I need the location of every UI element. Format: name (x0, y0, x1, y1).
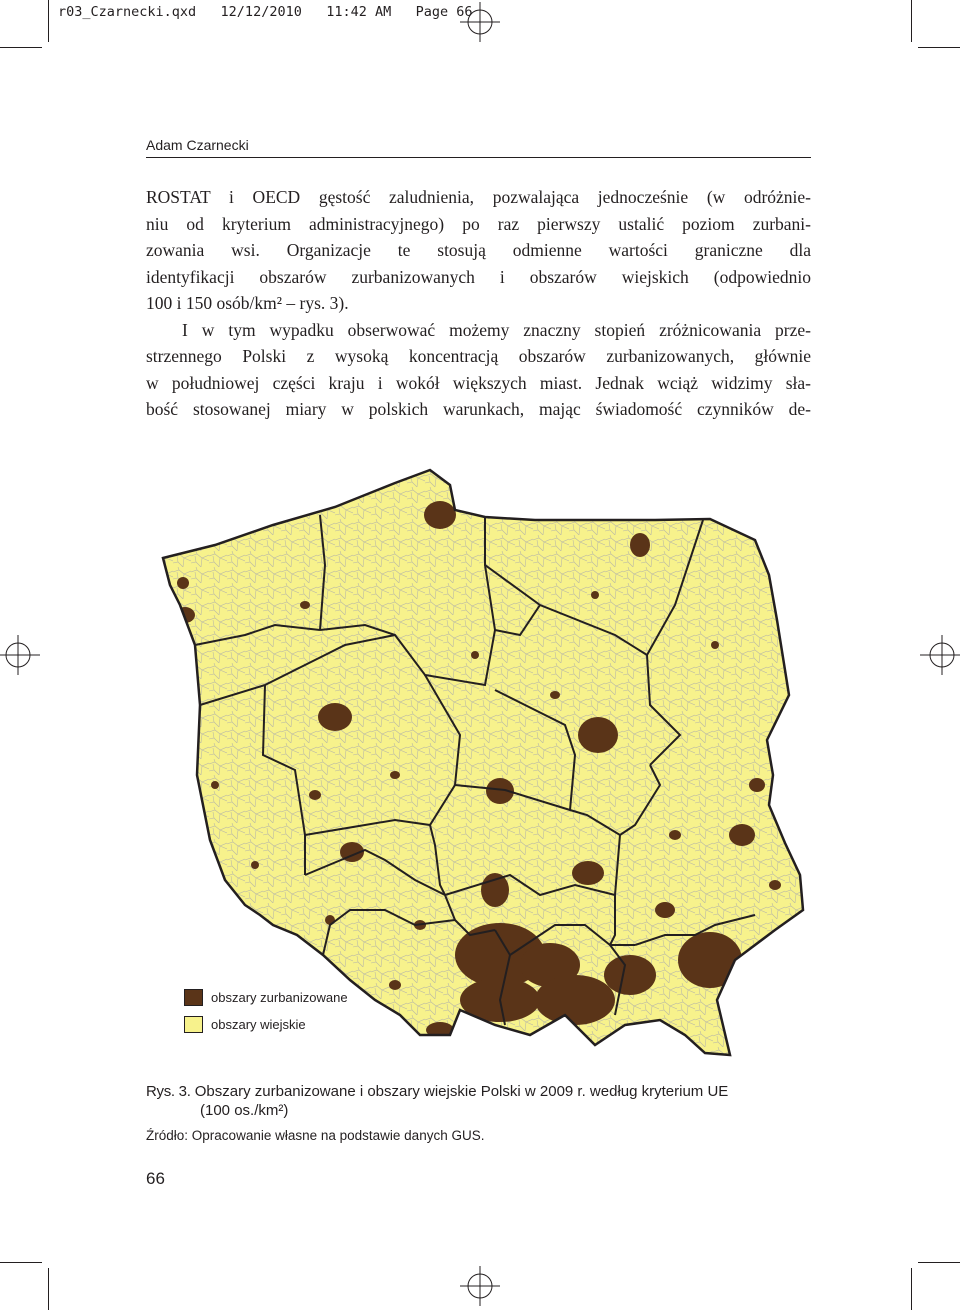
page-number: 66 (146, 1169, 165, 1188)
poland-urban-rural-map (155, 455, 815, 1075)
figure-caption (146, 1082, 766, 1120)
legend-swatch-rural (184, 1016, 203, 1033)
crop-mark (48, 0, 49, 42)
registration-mark-right (920, 635, 960, 675)
legend-label-rural: obszary wiejskie (211, 1017, 306, 1032)
caption-line-1: Obszary zurbanizowane i obszary wiejskie Polski w 2009 r. według kryterium UE (194, 1083, 729, 1100)
slug-line: r03_Czarnecki.qxd 12/12/2010 11:42 AM Page 66 (58, 4, 473, 20)
crop-mark (918, 47, 960, 48)
text-line: identyfikacji obszarów zurbanizowanych i obszarów wiejskich (odpowiednio (146, 266, 811, 287)
header-rule (146, 157, 811, 158)
crop-mark (918, 1262, 960, 1263)
running-head: Adam Czarnecki (146, 137, 249, 153)
text-line: bość stosowanej miary w polskich warunkach, mając świadomość czynników de- (146, 399, 811, 419)
registration-mark-top (460, 2, 500, 42)
legend-swatch-urban (184, 989, 203, 1006)
registration-mark-left (0, 635, 40, 675)
crop-mark (911, 1268, 912, 1310)
legend-item-rural (184, 1011, 348, 1038)
body-text (146, 184, 811, 423)
crop-mark (0, 47, 42, 48)
text-line: zowania wsi. Organizacje te stosują odmienne wartości graniczne dla (146, 240, 811, 260)
paragraph-1 (146, 184, 811, 317)
text-line: strzennego Polski z wysoką koncentracją obszarów zurbanizowanych, głównie (146, 346, 811, 366)
text-line: 100 i 150 osób/km² – rys. 3). (146, 293, 349, 313)
text-line: niu od kryterium administracyjnego) po raz pierwszy ustalić poziom zurbani- (146, 213, 811, 234)
figure-source (146, 1128, 484, 1143)
crop-mark (0, 1262, 42, 1263)
text-line: ROSTAT i OECD gęstość zaludnienia, pozwalająca jednocześnie (w odróżnie- (146, 187, 811, 207)
text-line: w południowej części kraju i wokół większych miast. Jednak wciąż widzimy sła- (146, 372, 811, 393)
text-line: I w tym wypadku obserwować możemy znaczny stopień zróżnicowania prze- (182, 319, 811, 340)
map-legend (184, 984, 348, 1038)
legend-label-urban: obszary zurbanizowane (211, 990, 348, 1005)
source-text: Opracowanie własne na podstawie danych GUS. (191, 1128, 485, 1143)
legend-item-urban (184, 984, 348, 1011)
registration-mark-bottom (460, 1266, 500, 1306)
crop-mark (48, 1268, 49, 1310)
paragraph-2 (146, 317, 811, 423)
source-label: Źródło: (146, 1128, 189, 1143)
figure-label: Rys. 3. (146, 1083, 191, 1100)
caption-line-2: (100 os./km²) (200, 1102, 289, 1119)
crop-mark (911, 0, 912, 42)
